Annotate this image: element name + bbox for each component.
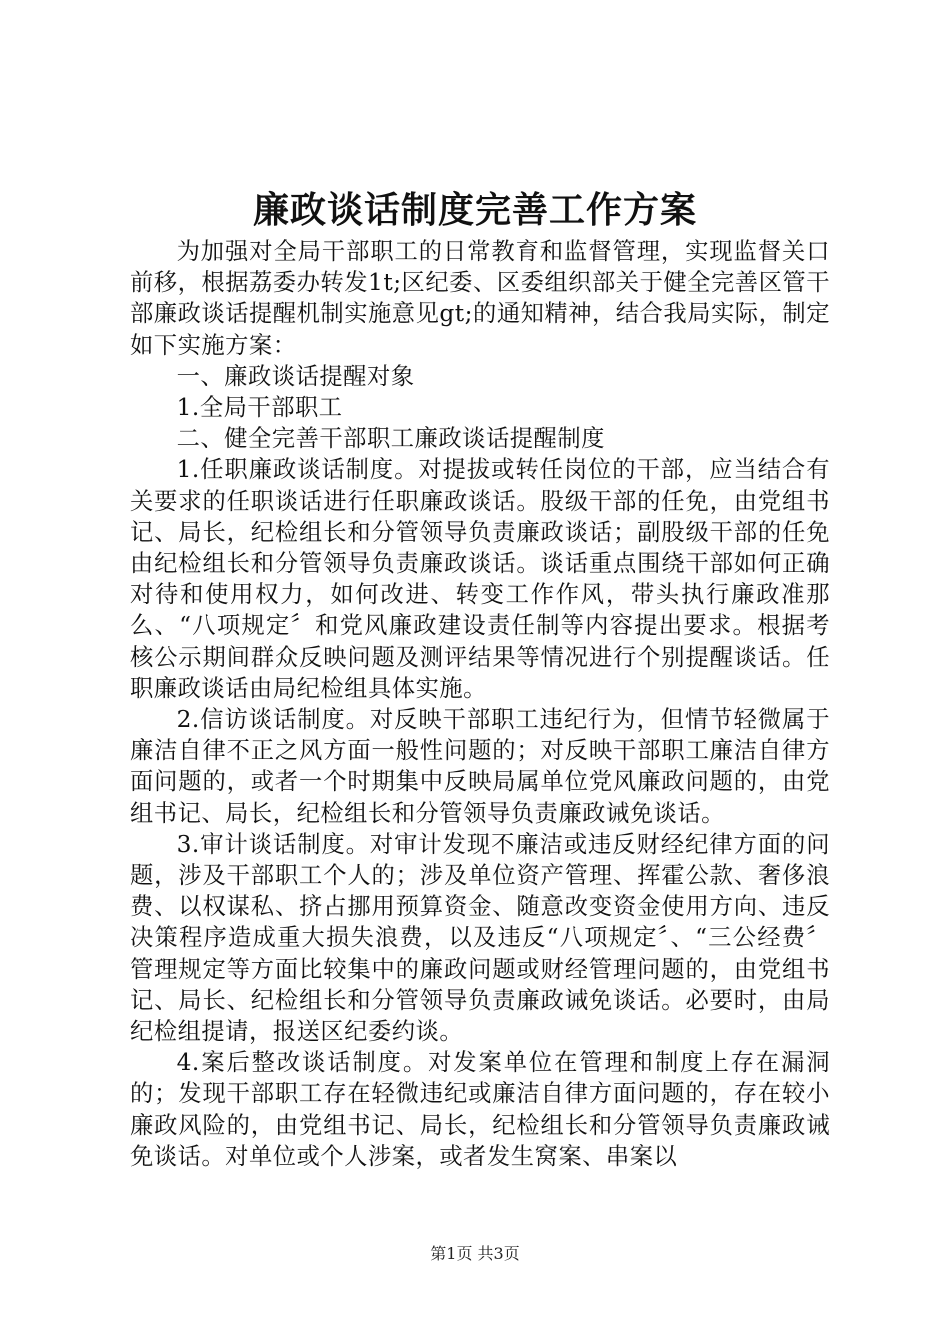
- list-item-1: 1.全局干部职工: [176, 394, 343, 422]
- intro-paragraph: 为加强对全局干部职工的日常教育和监督管理，实现监督关口前移，根据荔委办转发1t;区纪委、区委组织部关于健全完善区管干部廉政谈话提醒机制实施意见gt;的通知精神，结合我局实际，制定如下实施方案：: [130, 238, 830, 359]
- document-body: [130, 236, 830, 1172]
- section-heading-2: 二、健全完善干部职工廉政谈话提醒制度: [176, 425, 605, 453]
- body-paragraph-petition: 2.信访谈话制度。对反映干部职工违纪行为，但情节轻微属于廉洁自律不正之风方面一般性问题的；对反映干部职工廉洁自律方面问题的，或者一个时期集中反映局属单位党风廉政问题的，由党组书记、局长，纪检组长和分管领导负责廉政诫免谈话。: [130, 706, 830, 827]
- page-footer: 第1页 共3页: [430, 1244, 520, 1263]
- document-title: 廉政谈话制度完善工作方案: [252, 189, 697, 231]
- body-paragraph-appointment: 1.任职廉政谈话制度。对提拔或转任岗位的干部，应当结合有关要求的任职谈话进行任职廉政谈话。股级干部的任免，由党组书记、局长，纪检组长和分管领导负责廉政谈话；副股级干部的任免由纪检组长和分管领导负责廉政谈话。谈话重点围绕干部如何正确对待和使用权力，如何改进、转变工作作风，带头执行廉政准那么、“八项规定〞和党风廉政建设责任制等内容提出要求。根据考核公示期间群众反映问题及测评结果等情况进行个别提醒谈话。任职廉政谈话由局纪检组具体实施。: [130, 456, 830, 702]
- body-paragraph-audit: 3.审计谈话制度。对审计发现不廉洁或违反财经纪律方面的问题，涉及干部职工个人的；涉及单位资产管理、挥霍公款、奢侈浪费、以权谋私、挤占挪用预算资金、随意改变资金使用方向、违反决策程序造成重大损失浪费，以及违反“八项规定〞、“三公经费〞管理规定等方面比较集中的廉政问题或财经管理问题的，由党组书记、局长、纪检组长和分管领导负责廉政诫免谈话。必要时，由局纪检组提请，报送区纪委约谈。: [130, 830, 830, 1046]
- body-paragraph-rectification: 4.案后整改谈话制度。对发案单位在管理和制度上存在漏洞的；发现干部职工存在轻微违纪或廉洁自律方面问题的，存在较小廉政风险的，由党组书记、局长，纪检组长和分管领导负责廉政诫免谈话。对单位或个人涉案，或者发生窝案、串案以: [130, 1049, 830, 1170]
- section-heading-1: 一、廉政谈话提醒对象: [176, 362, 415, 390]
